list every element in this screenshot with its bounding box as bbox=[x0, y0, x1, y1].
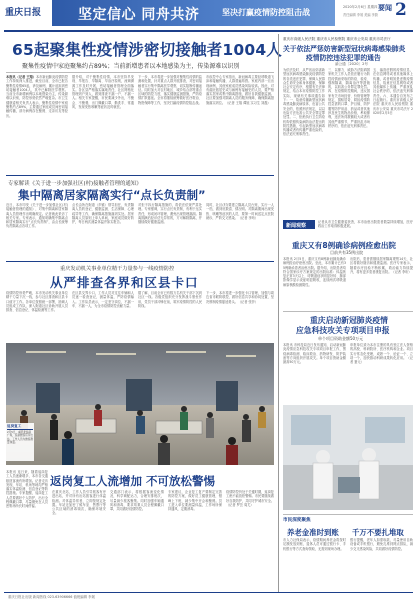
lead-body-col-4: 市疾控中心专家指出，新冠病毒主要经呼吸道飞沫和接触传播，人群普遍易感。家庭内部一旦出现病例，其他家庭成员感染风险较高。因此，对有湖北旅居史或与病例有接触史的人员，要严格落实居家或集中隔离措施，做好自我健康监测。社区要加强对隔离人员的服务保障，确保隔离措施落实到位。（记者 王翔 谭旭 实习生 刘磊） bbox=[206, 75, 274, 105]
bottom-body-col-1: 在重庆北站，工作人员引导旅客有序进出站，并对所有出站旅客进行体温检测。对体温异常者，立即按规定处置。车站还加密了候车室、售票厅等公共区域的消毒频次，确保环境安全。 bbox=[52, 490, 106, 516]
bottom-body-col-4: 疫情防控仍处于关键时期，返岗复工绝不能放松警惕。市民要继续做好自我防护，共同守护城市安全。（记者 罗芸 周尤） bbox=[226, 490, 274, 507]
bottom-left-body: 本报讯 连日来，随着返岗复工人员逐渐增多，本市各交通枢纽客流有所增加。记者走访发现，车站、机场等地均严格落实体温检测、信息登记等防控措施。专家提醒，返岗复工人员要做好个人防护，出行全程佩戴口罩，尽量避免在人员密集场所长时间停留。 bbox=[6, 470, 48, 509]
section-label: 要闻 bbox=[378, 4, 392, 12]
col1-title: 养老金准时到账 bbox=[287, 528, 339, 537]
mid-kicker: 专家解读《关于进一步加强社区(村)接触者管理的通知》 bbox=[8, 181, 142, 187]
notice-body-col-3: 五、编造虚假的疫情信息，在信息网络或者其他媒体上传播，或者明知是虚假疫情信息，故意在信息网络或者其他媒体上传播，严重扰乱社会秩序的，依法追究刑事责任。六、本通告自发布之日起施行。重庆市高级人民法院 重庆市人民检察院 重庆市公安局 重庆市司法厅 2020年2月5日 bbox=[373, 68, 413, 115]
story1-title: 重庆又有8例确诊病例痊愈出院 bbox=[292, 241, 397, 250]
news-observe-label: 新闻观察 bbox=[286, 222, 307, 229]
third-kicker: 重庆发动机关事业单位精干力量参与一线疫情防控 bbox=[60, 266, 175, 272]
third-body-col-3: 据了解，目前全市已有数万名机关干部下沉到社区一线。各级党组织充分发挥战斗堡垒作用，党员干部冲锋在前，筑牢疫情防控的人民防线。 bbox=[138, 291, 202, 308]
mid-bottom-rule bbox=[6, 261, 274, 262]
station-scene-image bbox=[6, 343, 274, 465]
mid-body-col-2: 点长由所在街道（乡镇）领导担任，负责隔离人员的登记、健康监测、生活保障、心理疏导等工作，确保隔离措施落到实处。居家隔离人员原则上单人单间，家庭成员做好防护，每日两次测量体温并如实报告。 bbox=[72, 203, 134, 225]
footer-rule bbox=[4, 592, 413, 593]
lead-body-col-2: 据介绍，对于聚集性疫情，本市坚持早发现、早报告、早隔离、早治疗原则，流调溯源工作及时开展，密切接触者管理全面落实。各区县严格落实属地责任，社区网格化管理到户到人，做到排查不漏一户、不漏一人。相关专家提醒，市民要减少外出，不聚会、不聚餐，出门佩戴口罩，勤洗手、常通风，发现发热咳嗽等症状及时就医。 bbox=[72, 75, 134, 110]
slogan-banner bbox=[52, 0, 335, 26]
photo-caption-tag: 返岗复工 bbox=[7, 424, 33, 430]
lead-subtitle: 聚集性疫情中家庭聚集约占89%；当前新增患者以本地感染为主，传染源难以识别 bbox=[22, 63, 240, 70]
mid-body-col-1: 近日，本市印发《关于进一步加强社区(村)接触者管理的通知》，对集中隔离和居家隔离人员管理作出明确规定。记者就此采访了相关专家。专家表示，通知明确集中隔离点和居家隔离实行“点长负责制”，由点长统筹负责隔离点各项工作。 bbox=[6, 203, 68, 229]
third-body-col-2: 在区县交界卡口，工作人员对过往车辆和人员逐一检查登记，测量体温，严防疫情输入。工作队员表示，一定坚守岗位，不漏一车、不漏一人，为全市疫情防控贡献力量。 bbox=[72, 291, 134, 308]
newspaper-logo: 重庆日报 bbox=[5, 8, 42, 18]
story1-sub: 目前共有35例出院 bbox=[330, 250, 364, 255]
story1-rule bbox=[283, 311, 413, 312]
third-title: 从严排查各界和区县卡口 bbox=[50, 275, 199, 290]
photo-caption-text: 2月5日，重庆北站南广场，返渝旅客有序出站，工作人员为旅客测量体温。 bbox=[7, 431, 33, 445]
slogan-sub: 坚决打赢疫情防控阻击战 bbox=[222, 8, 310, 17]
date-line: 2020年2月6日 星期四 bbox=[343, 5, 378, 9]
third-body-col-1: 疫情防控形势严峻，本市发动机关事业单位精干力量下沉一线，参与社区排查和区县卡口值守工作。各单位按照统一部署，抽调人员组成工作队，深入街道社区协助开展人员排查、信息登记、体温检测等工作。 bbox=[6, 291, 68, 313]
bottom-body-col-2: 交通部门表示，将根据客流变化情况，科学调配运力，合理安排班次，尽量减少旅客聚集。同时加强车厢通风和消毒，要求驾乘人员全程佩戴口罩，共同做好疫情防控。 bbox=[110, 490, 164, 512]
right-observe-body: 记者从市卫生健康委获悉，本市治愈出院患者数量持续增加，医疗救治工作取得积极进展。 bbox=[318, 220, 413, 229]
story1-body-col-1: 本报讯 2月5日，重庆又有8例新冠肺炎确诊病例经治疗痊愈出院。至此，本市累计已有35例确诊患者治愈出院。据介绍，出院患者均符合国家诊疗方案规定的出院标准：体温恢复正常3天以上、呼吸道症状明显好转、肺部影像学显示炎症明显吸收，连续两次呼吸道病原核酸检测阴性。 bbox=[283, 257, 346, 287]
masthead-rule bbox=[4, 30, 413, 32]
notice-body-col-1: 为依法及时、从严惩治妨害新型冠状病毒感染肺炎疫情防控的各类违法犯罪，保障人民群众生命安全和身体健康，保障社会安定有序，根据有关法律规定，结合本市疫情防控工作实际，现就有关事项通告如下：一、故意传播新型冠状病毒感染肺炎病原体，危害公共安全的，依照刑法规定，以以危险方法危害公共安全罪定罪处罚。二、拒绝执行卫生防疫机构依照传染病防治法提出的防控措施，引起新型冠状病毒传播或者有传播严重危险的，依法追究刑事责任。 bbox=[283, 68, 325, 137]
bottom-body-col-3: 专家建议，企业复工复产要制定完善的防控方案，做好员工健康管理，错峰上下班，减少集中开会和聚餐。员工进入单位要测量体温，工作场所保持通风，定期消毒。 bbox=[168, 490, 222, 512]
story2-title-2: 应急科技攻关专项项目申报 bbox=[296, 326, 390, 335]
notice-body-col-2: 三、以暴力、威胁方法阻碍国家机关工作人员依法履行为防控疫情而采取的防疫、检疫、强制隔离、隔离治疗等措施的，以妨害公务罪定罪处罚。四、在疫情防控期间，违反国家有关市场经营、价格管理等规定，囤积居奇，哄抬疫情防控急需的口罩、护目镜、防护服等防护用品、药品或者其他涉及民生的物品价格，牟取暴利，违法所得数额较大或者有其他严重情节，严重扰乱市场秩序的，依法追究刑事责任。 bbox=[328, 68, 370, 128]
mid-body-col-3: 对拒不执行隔离措施的，将依法依规严肃处理。专家强调，实行点长负责制，有利于压实责任，形成闭环管理，避免出现管理漏洞。隔离期满后经评估无异常的，方可解除隔离，并继续做好健康监测。 bbox=[138, 203, 202, 225]
masthead bbox=[0, 0, 417, 34]
lead-byline: 本报讯（记者 王翔） bbox=[6, 75, 36, 79]
mid-title: 集中隔离居家隔离实行“点长负责制” bbox=[18, 188, 206, 202]
lead-divider bbox=[6, 72, 274, 73]
col2-title: 千万不要扎堆取 bbox=[352, 528, 404, 537]
column-tag: 市民深度聚焦 bbox=[283, 518, 311, 523]
notice-title-1: 关于依法严惩妨害新型冠状病毒感染肺炎 bbox=[283, 45, 406, 53]
lead-body-col-1: 本报讯（记者 王翔）本市新冠肺炎疫情防控工作持续深入推进，截至目前，全市已报告聚集性疫情65起，涉及病例，累计追踪到密切接触者1004人，其中已解除医学观察。当前全市新增病例以本地感染为主，传染源难以识别，防控形势依然严峻复杂。市卫生健康委相关负责人表示，聚集性疫情中家庭聚集约占89%，主要通过家庭成员间密切接触传播，部分病例存在聚餐、走亲访友等经历。 bbox=[6, 75, 68, 118]
lead-title: 65起聚集性疫情涉密切接触者1004人 bbox=[12, 41, 283, 59]
third-body-col-4: 下一步，本市将进一步强化卡口管理，加强与周边省市联防联控，做好信息共享和协同处置，坚决遏制疫情蔓延势头。（记者 张莎） bbox=[206, 291, 274, 304]
lead-body-col-3: 下一步，本市将进一步加强对聚集性疫情的监测和处置，针对重点人群开展排查，对密切接触者实行集中隔离医学观察，切实阻断传播途径。同时加大对农村地区、城乡结合部等重点区域的防控力度，落实健康监测措施，严防疫情扩散蔓延。全市将继续统筹做好医疗救治、物资保障等工作，坚决打赢疫情防控阻击战。 bbox=[138, 75, 202, 105]
story2-body-col-2: 申报单位须为本市注册的具有独立法人资格的高校、科研院所、医疗机构和企业。项目实行常态化受理，成熟一个、论证一个、立项一个，加快推动科研成果转化应用。（记者 夏元） bbox=[350, 343, 413, 365]
story1-body-col-2: 出院后，患者需继续居家隔离观察14天，社区将做好随访和健康监测。医疗专家表示，随着诊疗经验不断积累，救治能力持续提升，将有更多患者康复出院。（记者 李珩） bbox=[350, 257, 413, 274]
story2-body-col-1: 本报讯 市科技局近日发布通知，启动新冠肺炎疫情应急科技攻关专项项目申报工作，围绕病毒检测、临床救治、药物研发、防护装备等方向组织开展攻关。单个项目资助金额最高50万元。 bbox=[283, 343, 346, 365]
news-observe-tag bbox=[283, 220, 315, 229]
lab-scene-image bbox=[283, 405, 413, 510]
right-column-photo bbox=[283, 405, 413, 510]
lead-bottom-rule bbox=[6, 175, 274, 176]
story2-sub: 单个项目资助金额50万元 bbox=[318, 336, 364, 341]
notice-title-2: 疫情防控违法犯罪的通告 bbox=[306, 54, 381, 62]
photo-caption-box bbox=[6, 423, 34, 461]
column-tag-rule bbox=[283, 514, 413, 515]
railway-station-photo bbox=[6, 343, 274, 465]
story2-title-1: 重庆启动新冠肺炎疫情 bbox=[310, 316, 388, 325]
column-divider bbox=[278, 34, 279, 592]
slogan-main: 坚定信心 同舟共济 bbox=[78, 7, 200, 23]
notice-kicker: 重庆市高级人民法院 重庆市人民检察院 重庆市公安局 重庆市司法厅 bbox=[283, 37, 391, 41]
notice-sub: 渝公通〔2020〕2号 bbox=[335, 62, 368, 66]
footer-line: 重庆日报社出版 新闻热线 023-63906666 值班编辑 李晟 bbox=[8, 595, 95, 599]
editor-line: 责任编辑 李晟 美编 李蔚 bbox=[343, 13, 378, 17]
page-number: 2 bbox=[395, 0, 407, 20]
col2-body: 银行提醒，老年人如需取款，尽量使用自助设备或手机银行，避免扎堆到网点排队，减少交叉感染风险，共同做好疫情防控。 bbox=[350, 538, 413, 551]
mid-body-col-4: 同时，社区(村)要建立隔离人员台账，实行一人一档，做到底数清、情况明。对隔离期间出现发热、咳嗽等症状的人员，要第一时间送定点医院就诊，严防交叉感染。（记者 李珩） bbox=[206, 203, 274, 220]
col1-body: 市人力社保局表示，疫情期间养老金将按时足额发放到账，退休人员可通过银行卡、手机银行等方式查询领取，无需到现场办理。 bbox=[283, 538, 346, 551]
bottom-lead-title: 返岗复工人流增加 不可放松警惕 bbox=[50, 474, 216, 488]
